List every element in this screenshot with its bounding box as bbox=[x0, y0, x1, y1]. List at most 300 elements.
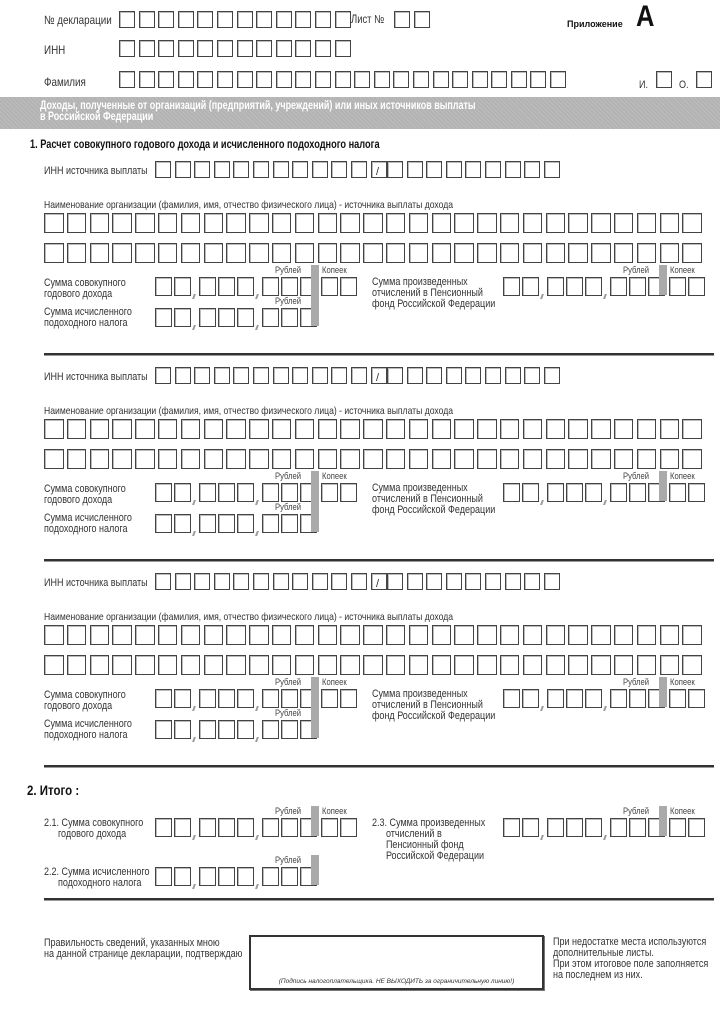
char-box[interactable] bbox=[90, 419, 110, 439]
digit-box[interactable] bbox=[629, 689, 646, 708]
char-box[interactable] bbox=[500, 419, 520, 439]
digit-box[interactable] bbox=[566, 277, 583, 296]
char-box[interactable] bbox=[249, 625, 269, 645]
char-box[interactable] bbox=[485, 367, 501, 384]
char-box[interactable] bbox=[446, 367, 462, 384]
char-box[interactable] bbox=[318, 243, 338, 263]
char-box[interactable] bbox=[318, 419, 338, 439]
char-box[interactable] bbox=[452, 71, 468, 88]
digit-box[interactable] bbox=[237, 308, 254, 327]
digit-box[interactable] bbox=[566, 689, 583, 708]
digit-box[interactable] bbox=[340, 483, 357, 502]
char-box[interactable] bbox=[67, 243, 87, 263]
char-box[interactable] bbox=[446, 161, 462, 178]
declaration-number-field[interactable] bbox=[119, 11, 354, 28]
rubles-boxes[interactable] bbox=[503, 689, 667, 708]
char-box[interactable] bbox=[682, 655, 702, 675]
char-box[interactable] bbox=[637, 655, 657, 675]
digit-box[interactable] bbox=[199, 818, 216, 837]
char-box[interactable] bbox=[295, 40, 311, 57]
digit-box[interactable] bbox=[237, 514, 254, 533]
char-box[interactable] bbox=[660, 655, 680, 675]
digit-box[interactable] bbox=[174, 483, 191, 502]
char-box[interactable] bbox=[155, 367, 171, 384]
rubles-boxes[interactable] bbox=[503, 818, 667, 837]
digit-box[interactable] bbox=[218, 514, 235, 533]
char-box[interactable] bbox=[90, 449, 110, 469]
rubles-boxes[interactable] bbox=[155, 277, 319, 296]
char-box[interactable] bbox=[295, 11, 311, 28]
digit-box[interactable] bbox=[155, 277, 172, 296]
digit-box[interactable] bbox=[218, 483, 235, 502]
digit-box[interactable] bbox=[522, 277, 539, 296]
char-box[interactable] bbox=[374, 71, 390, 88]
char-box[interactable] bbox=[233, 367, 249, 384]
char-box[interactable] bbox=[485, 573, 501, 590]
char-box[interactable] bbox=[214, 161, 230, 178]
char-box[interactable] bbox=[660, 243, 680, 263]
digit-box[interactable] bbox=[503, 483, 520, 502]
digit-box[interactable] bbox=[585, 689, 602, 708]
char-box[interactable] bbox=[315, 71, 331, 88]
char-box[interactable] bbox=[335, 71, 351, 88]
char-box[interactable] bbox=[226, 449, 246, 469]
digit-box[interactable] bbox=[547, 277, 564, 296]
char-box[interactable] bbox=[158, 11, 174, 28]
char-box[interactable] bbox=[523, 625, 543, 645]
digit-box[interactable] bbox=[262, 720, 279, 739]
char-box[interactable] bbox=[256, 71, 272, 88]
char-box[interactable] bbox=[175, 161, 191, 178]
rubles-boxes[interactable] bbox=[503, 483, 667, 502]
char-box[interactable] bbox=[407, 573, 423, 590]
char-box[interactable] bbox=[446, 573, 462, 590]
digit-box[interactable] bbox=[218, 689, 235, 708]
digit-box[interactable] bbox=[610, 483, 627, 502]
char-box[interactable] bbox=[614, 213, 634, 233]
char-box[interactable] bbox=[465, 161, 481, 178]
char-box[interactable] bbox=[331, 573, 347, 590]
char-box[interactable] bbox=[485, 161, 501, 178]
char-box[interactable] bbox=[682, 213, 702, 233]
char-box[interactable] bbox=[112, 449, 132, 469]
char-box[interactable] bbox=[432, 625, 452, 645]
char-box[interactable] bbox=[477, 655, 497, 675]
char-box[interactable] bbox=[181, 449, 201, 469]
digit-box[interactable] bbox=[281, 689, 298, 708]
char-box[interactable] bbox=[637, 243, 657, 263]
char-box[interactable] bbox=[272, 213, 292, 233]
digit-box[interactable] bbox=[340, 277, 357, 296]
org-name-field[interactable] bbox=[44, 625, 705, 645]
char-box[interactable] bbox=[135, 625, 155, 645]
digit-box[interactable] bbox=[585, 277, 602, 296]
char-box[interactable] bbox=[568, 213, 588, 233]
digit-box[interactable] bbox=[174, 514, 191, 533]
char-box[interactable] bbox=[44, 419, 64, 439]
char-box[interactable] bbox=[112, 213, 132, 233]
char-box[interactable] bbox=[524, 573, 540, 590]
digit-box[interactable] bbox=[566, 483, 583, 502]
char-box[interactable] bbox=[233, 161, 249, 178]
char-box[interactable] bbox=[44, 213, 64, 233]
char-box[interactable] bbox=[656, 71, 672, 88]
source-inn-field[interactable] bbox=[155, 573, 390, 590]
char-box[interactable] bbox=[386, 243, 406, 263]
digit-box[interactable] bbox=[262, 818, 279, 837]
char-box[interactable] bbox=[295, 213, 315, 233]
char-box[interactable] bbox=[637, 449, 657, 469]
char-box[interactable] bbox=[432, 243, 452, 263]
char-box[interactable] bbox=[409, 655, 429, 675]
char-box[interactable] bbox=[318, 655, 338, 675]
char-box[interactable] bbox=[568, 655, 588, 675]
char-box[interactable] bbox=[386, 655, 406, 675]
digit-box[interactable] bbox=[522, 483, 539, 502]
char-box[interactable] bbox=[696, 71, 712, 88]
char-box[interactable] bbox=[249, 419, 269, 439]
char-box[interactable] bbox=[465, 573, 481, 590]
char-box[interactable] bbox=[135, 243, 155, 263]
char-box[interactable] bbox=[386, 419, 406, 439]
char-box[interactable] bbox=[524, 161, 540, 178]
digit-box[interactable] bbox=[237, 689, 254, 708]
char-box[interactable] bbox=[351, 161, 367, 178]
digit-box[interactable] bbox=[262, 483, 279, 502]
char-box[interactable] bbox=[217, 71, 233, 88]
digit-box[interactable] bbox=[262, 308, 279, 327]
char-box[interactable] bbox=[226, 213, 246, 233]
digit-box[interactable] bbox=[669, 483, 686, 502]
char-box[interactable] bbox=[409, 213, 429, 233]
rubles-boxes[interactable] bbox=[155, 867, 319, 886]
digit-box[interactable] bbox=[281, 277, 298, 296]
char-box[interactable] bbox=[568, 243, 588, 263]
digit-box[interactable] bbox=[503, 818, 520, 837]
char-box[interactable] bbox=[682, 625, 702, 645]
digit-box[interactable] bbox=[522, 689, 539, 708]
char-box[interactable] bbox=[591, 213, 611, 233]
char-box[interactable] bbox=[318, 625, 338, 645]
char-box[interactable] bbox=[204, 655, 224, 675]
char-box[interactable] bbox=[454, 213, 474, 233]
char-box[interactable] bbox=[292, 573, 308, 590]
char-box[interactable] bbox=[158, 71, 174, 88]
char-box[interactable] bbox=[477, 243, 497, 263]
char-box[interactable] bbox=[276, 11, 292, 28]
char-box[interactable] bbox=[550, 71, 566, 88]
char-box[interactable] bbox=[158, 655, 178, 675]
char-box[interactable] bbox=[194, 573, 210, 590]
kopeks-boxes[interactable] bbox=[321, 689, 359, 708]
char-box[interactable] bbox=[426, 573, 442, 590]
digit-box[interactable] bbox=[522, 818, 539, 837]
char-box[interactable] bbox=[500, 625, 520, 645]
char-box[interactable] bbox=[340, 655, 360, 675]
char-box[interactable] bbox=[295, 449, 315, 469]
char-box[interactable] bbox=[158, 213, 178, 233]
char-box[interactable] bbox=[139, 71, 155, 88]
char-box[interactable] bbox=[363, 243, 383, 263]
char-box[interactable] bbox=[387, 367, 403, 384]
char-box[interactable] bbox=[660, 449, 680, 469]
char-box[interactable] bbox=[409, 449, 429, 469]
char-box[interactable] bbox=[197, 40, 213, 57]
rubles-boxes[interactable] bbox=[503, 277, 667, 296]
char-box[interactable] bbox=[432, 419, 452, 439]
rubles-boxes[interactable] bbox=[155, 720, 319, 739]
char-box[interactable] bbox=[614, 449, 634, 469]
digit-box[interactable] bbox=[585, 483, 602, 502]
digit-box[interactable] bbox=[237, 277, 254, 296]
digit-box[interactable] bbox=[503, 277, 520, 296]
org-name-field[interactable] bbox=[44, 655, 705, 675]
char-box[interactable] bbox=[135, 213, 155, 233]
kopeks-boxes[interactable] bbox=[669, 277, 707, 296]
initial-i-field[interactable] bbox=[656, 71, 676, 88]
digit-box[interactable] bbox=[262, 689, 279, 708]
char-box[interactable] bbox=[135, 655, 155, 675]
char-box[interactable] bbox=[158, 419, 178, 439]
char-box[interactable] bbox=[135, 449, 155, 469]
org-name-field[interactable] bbox=[44, 419, 705, 439]
char-box[interactable] bbox=[67, 213, 87, 233]
digit-box[interactable] bbox=[262, 514, 279, 533]
digit-box[interactable] bbox=[174, 720, 191, 739]
kopeks-boxes[interactable] bbox=[669, 818, 707, 837]
char-box[interactable] bbox=[90, 243, 110, 263]
kopeks-boxes[interactable] bbox=[669, 483, 707, 502]
digit-box[interactable] bbox=[610, 818, 627, 837]
char-box[interactable] bbox=[660, 213, 680, 233]
char-box[interactable] bbox=[204, 625, 224, 645]
digit-box[interactable] bbox=[321, 277, 338, 296]
char-box[interactable] bbox=[394, 11, 410, 28]
inn-field[interactable] bbox=[119, 40, 354, 57]
char-box[interactable] bbox=[181, 213, 201, 233]
char-box[interactable] bbox=[523, 243, 543, 263]
char-box[interactable] bbox=[44, 243, 64, 263]
digit-box[interactable] bbox=[155, 308, 172, 327]
char-box[interactable] bbox=[660, 419, 680, 439]
char-box[interactable] bbox=[214, 573, 230, 590]
char-box[interactable] bbox=[312, 161, 328, 178]
digit-box[interactable] bbox=[281, 483, 298, 502]
char-box[interactable] bbox=[226, 243, 246, 263]
char-box[interactable] bbox=[217, 11, 233, 28]
char-box[interactable] bbox=[505, 367, 521, 384]
source-inn-field[interactable] bbox=[155, 161, 390, 178]
digit-box[interactable] bbox=[321, 818, 338, 837]
char-box[interactable] bbox=[511, 71, 527, 88]
digit-box[interactable] bbox=[547, 483, 564, 502]
char-box[interactable] bbox=[491, 71, 507, 88]
digit-box[interactable] bbox=[669, 689, 686, 708]
char-box[interactable] bbox=[178, 71, 194, 88]
char-box[interactable] bbox=[233, 573, 249, 590]
char-box[interactable] bbox=[637, 625, 657, 645]
kopeks-boxes[interactable] bbox=[321, 818, 359, 837]
digit-box[interactable] bbox=[155, 689, 172, 708]
digit-box[interactable] bbox=[688, 689, 705, 708]
digit-box[interactable] bbox=[174, 867, 191, 886]
char-box[interactable] bbox=[568, 625, 588, 645]
char-box[interactable] bbox=[426, 367, 442, 384]
char-box[interactable] bbox=[546, 213, 566, 233]
char-box[interactable] bbox=[614, 243, 634, 263]
source-kpp-field[interactable] bbox=[387, 161, 563, 178]
digit-box[interactable] bbox=[237, 720, 254, 739]
char-box[interactable] bbox=[119, 71, 135, 88]
char-box[interactable] bbox=[315, 40, 331, 57]
char-box[interactable] bbox=[256, 40, 272, 57]
char-box[interactable] bbox=[194, 161, 210, 178]
char-box[interactable] bbox=[524, 367, 540, 384]
char-box[interactable] bbox=[432, 655, 452, 675]
char-box[interactable] bbox=[67, 449, 87, 469]
source-inn-field[interactable] bbox=[155, 367, 390, 384]
char-box[interactable] bbox=[454, 449, 474, 469]
char-box[interactable] bbox=[155, 161, 171, 178]
char-box[interactable] bbox=[393, 71, 409, 88]
kopeks-boxes[interactable] bbox=[321, 483, 359, 502]
char-box[interactable] bbox=[477, 625, 497, 645]
char-box[interactable] bbox=[312, 573, 328, 590]
char-box[interactable] bbox=[432, 449, 452, 469]
char-box[interactable] bbox=[637, 213, 657, 233]
char-box[interactable] bbox=[363, 625, 383, 645]
digit-box[interactable] bbox=[340, 818, 357, 837]
char-box[interactable] bbox=[276, 40, 292, 57]
char-box[interactable] bbox=[295, 655, 315, 675]
digit-box[interactable] bbox=[547, 818, 564, 837]
digit-box[interactable] bbox=[340, 689, 357, 708]
char-box[interactable] bbox=[413, 71, 429, 88]
digit-box[interactable] bbox=[218, 308, 235, 327]
char-box[interactable] bbox=[44, 449, 64, 469]
char-box[interactable] bbox=[112, 655, 132, 675]
char-box[interactable] bbox=[204, 419, 224, 439]
char-box[interactable] bbox=[181, 655, 201, 675]
char-box[interactable] bbox=[318, 449, 338, 469]
char-box[interactable] bbox=[544, 573, 560, 590]
char-box[interactable] bbox=[335, 11, 351, 28]
char-box[interactable] bbox=[276, 71, 292, 88]
char-box[interactable] bbox=[155, 573, 171, 590]
char-box[interactable] bbox=[295, 625, 315, 645]
digit-box[interactable] bbox=[218, 277, 235, 296]
char-box[interactable] bbox=[546, 449, 566, 469]
digit-box[interactable] bbox=[688, 483, 705, 502]
char-box[interactable] bbox=[67, 419, 87, 439]
rubles-boxes[interactable] bbox=[155, 308, 319, 327]
rubles-boxes[interactable] bbox=[155, 689, 319, 708]
char-box[interactable] bbox=[568, 419, 588, 439]
kopeks-boxes[interactable] bbox=[669, 689, 707, 708]
char-box[interactable] bbox=[331, 161, 347, 178]
char-box[interactable] bbox=[272, 655, 292, 675]
digit-box[interactable] bbox=[199, 867, 216, 886]
char-box[interactable] bbox=[178, 40, 194, 57]
char-box[interactable] bbox=[112, 625, 132, 645]
char-box[interactable] bbox=[523, 655, 543, 675]
char-box[interactable] bbox=[181, 419, 201, 439]
char-box[interactable] bbox=[546, 625, 566, 645]
char-box[interactable] bbox=[44, 655, 64, 675]
digit-box[interactable] bbox=[155, 720, 172, 739]
char-box[interactable] bbox=[237, 71, 253, 88]
char-box[interactable] bbox=[175, 573, 191, 590]
digit-box[interactable] bbox=[199, 277, 216, 296]
char-box[interactable] bbox=[249, 655, 269, 675]
char-box[interactable] bbox=[454, 655, 474, 675]
char-box[interactable] bbox=[363, 213, 383, 233]
char-box[interactable] bbox=[112, 243, 132, 263]
rubles-boxes[interactable] bbox=[155, 483, 319, 502]
char-box[interactable] bbox=[272, 419, 292, 439]
char-box[interactable] bbox=[237, 40, 253, 57]
digit-box[interactable] bbox=[610, 277, 627, 296]
char-box[interactable] bbox=[500, 243, 520, 263]
digit-box[interactable] bbox=[174, 689, 191, 708]
char-box[interactable] bbox=[197, 71, 213, 88]
digit-box[interactable] bbox=[218, 720, 235, 739]
char-box[interactable] bbox=[249, 449, 269, 469]
char-box[interactable] bbox=[90, 213, 110, 233]
char-box[interactable] bbox=[426, 161, 442, 178]
digit-box[interactable] bbox=[281, 818, 298, 837]
char-box[interactable] bbox=[253, 367, 269, 384]
char-box[interactable] bbox=[273, 573, 289, 590]
char-box[interactable] bbox=[181, 243, 201, 263]
char-box[interactable] bbox=[204, 449, 224, 469]
char-box[interactable] bbox=[318, 213, 338, 233]
char-box[interactable] bbox=[682, 449, 702, 469]
org-name-field[interactable] bbox=[44, 449, 705, 469]
char-box[interactable] bbox=[340, 419, 360, 439]
char-box[interactable] bbox=[292, 367, 308, 384]
char-box[interactable] bbox=[407, 367, 423, 384]
digit-box[interactable] bbox=[237, 867, 254, 886]
char-box[interactable] bbox=[181, 625, 201, 645]
char-box[interactable] bbox=[351, 573, 367, 590]
digit-box[interactable] bbox=[566, 818, 583, 837]
char-box[interactable] bbox=[175, 367, 191, 384]
char-box[interactable] bbox=[158, 625, 178, 645]
char-box[interactable] bbox=[197, 11, 213, 28]
char-box[interactable] bbox=[523, 419, 543, 439]
char-box[interactable] bbox=[544, 367, 560, 384]
char-box[interactable] bbox=[112, 419, 132, 439]
char-box[interactable] bbox=[204, 213, 224, 233]
rubles-boxes[interactable] bbox=[155, 514, 319, 533]
char-box[interactable] bbox=[591, 655, 611, 675]
char-box[interactable] bbox=[331, 367, 347, 384]
digit-box[interactable] bbox=[321, 689, 338, 708]
char-box[interactable] bbox=[354, 71, 370, 88]
char-box[interactable] bbox=[273, 367, 289, 384]
char-box[interactable] bbox=[273, 161, 289, 178]
char-box[interactable] bbox=[546, 243, 566, 263]
char-box[interactable] bbox=[614, 625, 634, 645]
char-box[interactable] bbox=[340, 213, 360, 233]
char-box[interactable] bbox=[237, 11, 253, 28]
char-box[interactable] bbox=[249, 243, 269, 263]
char-box[interactable] bbox=[530, 71, 546, 88]
digit-box[interactable] bbox=[688, 277, 705, 296]
char-box[interactable] bbox=[351, 367, 367, 384]
char-box[interactable] bbox=[119, 11, 135, 28]
